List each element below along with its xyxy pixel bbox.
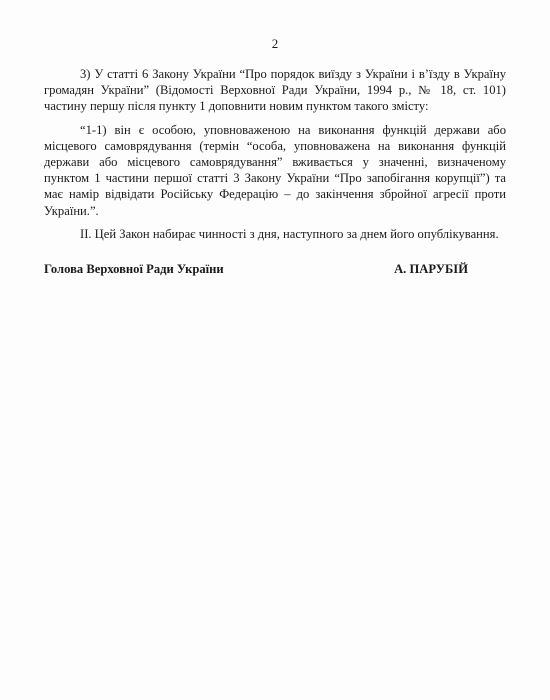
paragraph-entry-into-force: II. Цей Закон набирає чинності з дня, наступного за днем його опублікування. — [80, 226, 499, 241]
page-number: 2 — [271, 36, 279, 51]
signatory-position: Голова Верховної Ради України — [44, 262, 224, 276]
paragraph-new-point-1-1: “1-1) він є особою, уповноваженою на виконання функцій держави або місцевого самоврядування (термін “особа, уповноважена на виконання функцій держави або місцевого самоврядування” вживається у значенні, визначеному пунктом 1 частини першої статті 3 Закону України “Про запобігання корупції”) та має намір відвідати Російську Федерацію – до закінчення збройної агресії проти України.”. — [44, 122, 506, 218]
document-body — [44, 66, 506, 242]
signatory-name: А. ПАРУБІЙ — [394, 262, 468, 276]
paragraph-amendment-item-3: 3) У статті 6 Закону України “Про порядок виїзду з України і в’їзду в Україну громадян України” (Відомості Верховної Ради України, 1994 р., № 18, ст. 101) частину першу після пункту 1 доповнити новим пунктом такого змісту: — [44, 67, 506, 114]
signature-block — [44, 262, 468, 277]
